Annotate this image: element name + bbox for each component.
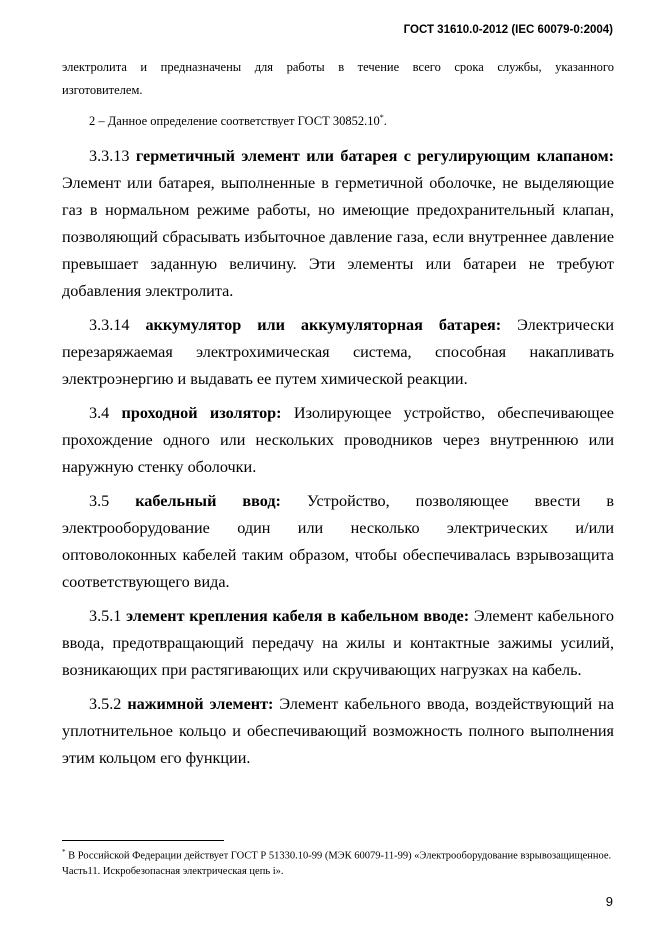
section-number: 3.4 — [89, 404, 110, 423]
intro-line-1: электролита и предназначены для работы в течение всего срока службы, указанного — [62, 60, 614, 74]
footnote-text: В Российской Федерации действует ГОСТ Р 51330.10-99 (МЭК 60079-11-99) «Электрооборудование взрывозащищенное. Часть11. Искробезопасная электрическая цепь i». — [62, 850, 612, 877]
section-term: нажимной элемент: — [127, 695, 274, 714]
section-definition: Электрически перезаряжаемая электрохимическая система, способная накапливать электроэнергию и выдавать ее путем химической реакции. — [62, 316, 614, 389]
page-number: 9 — [605, 894, 613, 909]
section-3-5-1 — [62, 603, 614, 684]
section-3-5-2 — [62, 691, 614, 772]
section-term: элемент крепления кабеля в кабельном вводе: — [126, 607, 470, 626]
note-2 — [62, 106, 614, 133]
section-number: 3.5.1 — [89, 607, 122, 626]
section-3-4 — [62, 400, 614, 481]
footnote — [62, 845, 614, 879]
section-definition: Элемент или батарея, выполненные в герметичной оболочке, не выделяющие газ в нормальном режиме работы, но имеющие предохранительный клапан, позволяющий сбрасывать избыточное давление газа, если внутреннее давление превышает заданную величину. Эти элементы или батареи не требуют добавления электролита. — [62, 174, 614, 301]
section-3-3-14 — [62, 312, 614, 393]
page-body — [62, 56, 614, 772]
section-number: 3.3.13 — [89, 147, 130, 166]
section-number: 3.5 — [89, 492, 110, 511]
section-3-3-13 — [62, 143, 614, 305]
section-term: проходной изолятор: — [121, 404, 282, 423]
note-end: . — [383, 114, 387, 129]
section-3-5 — [62, 488, 614, 596]
section-definition: Элемент кабельного ввода, предотвращающий передачу на жилы и контактные зажимы усилий, возникающих при растягивающих или скручивающих нагрузках на кабель. — [62, 607, 614, 680]
footnote-mark: * — [62, 848, 66, 856]
section-definition: Изолирующее устройство, обеспечивающее прохождение одного или нескольких проводников через внутреннюю или наружную стенку оболочки. — [62, 404, 614, 477]
section-term: герметичный элемент или батарея с регулирующим клапаном: — [135, 147, 614, 166]
intro-line-2: изготовителем. — [62, 83, 143, 97]
note-text: 2 – Данное определение соответствует ГОСТ 30852.10 — [89, 114, 380, 129]
section-number: 3.5.2 — [89, 695, 122, 714]
section-term: кабельный ввод: — [135, 492, 281, 511]
section-number: 3.3.14 — [89, 316, 130, 335]
note-mark: * — [379, 113, 384, 122]
section-definition: Элемент кабельного ввода, воздействующий на уплотнительное кольцо и обеспечивающий возможность полного выполнения этим кольцом его функции. — [62, 695, 615, 768]
footnote-divider — [62, 840, 224, 841]
section-term: аккумулятор или аккумуляторная батарея: — [145, 316, 502, 335]
section-definition: Устройство, позволяющее ввести в электрооборудование один или несколько электрических и/или оптоволоконных кабелей таким образом, чтобы обеспечивалась взрывозащита соответствующего вида. — [62, 492, 614, 592]
document-header: ГОСТ 31610.0-2012 (IEC 60079-0:2004) — [403, 24, 613, 36]
